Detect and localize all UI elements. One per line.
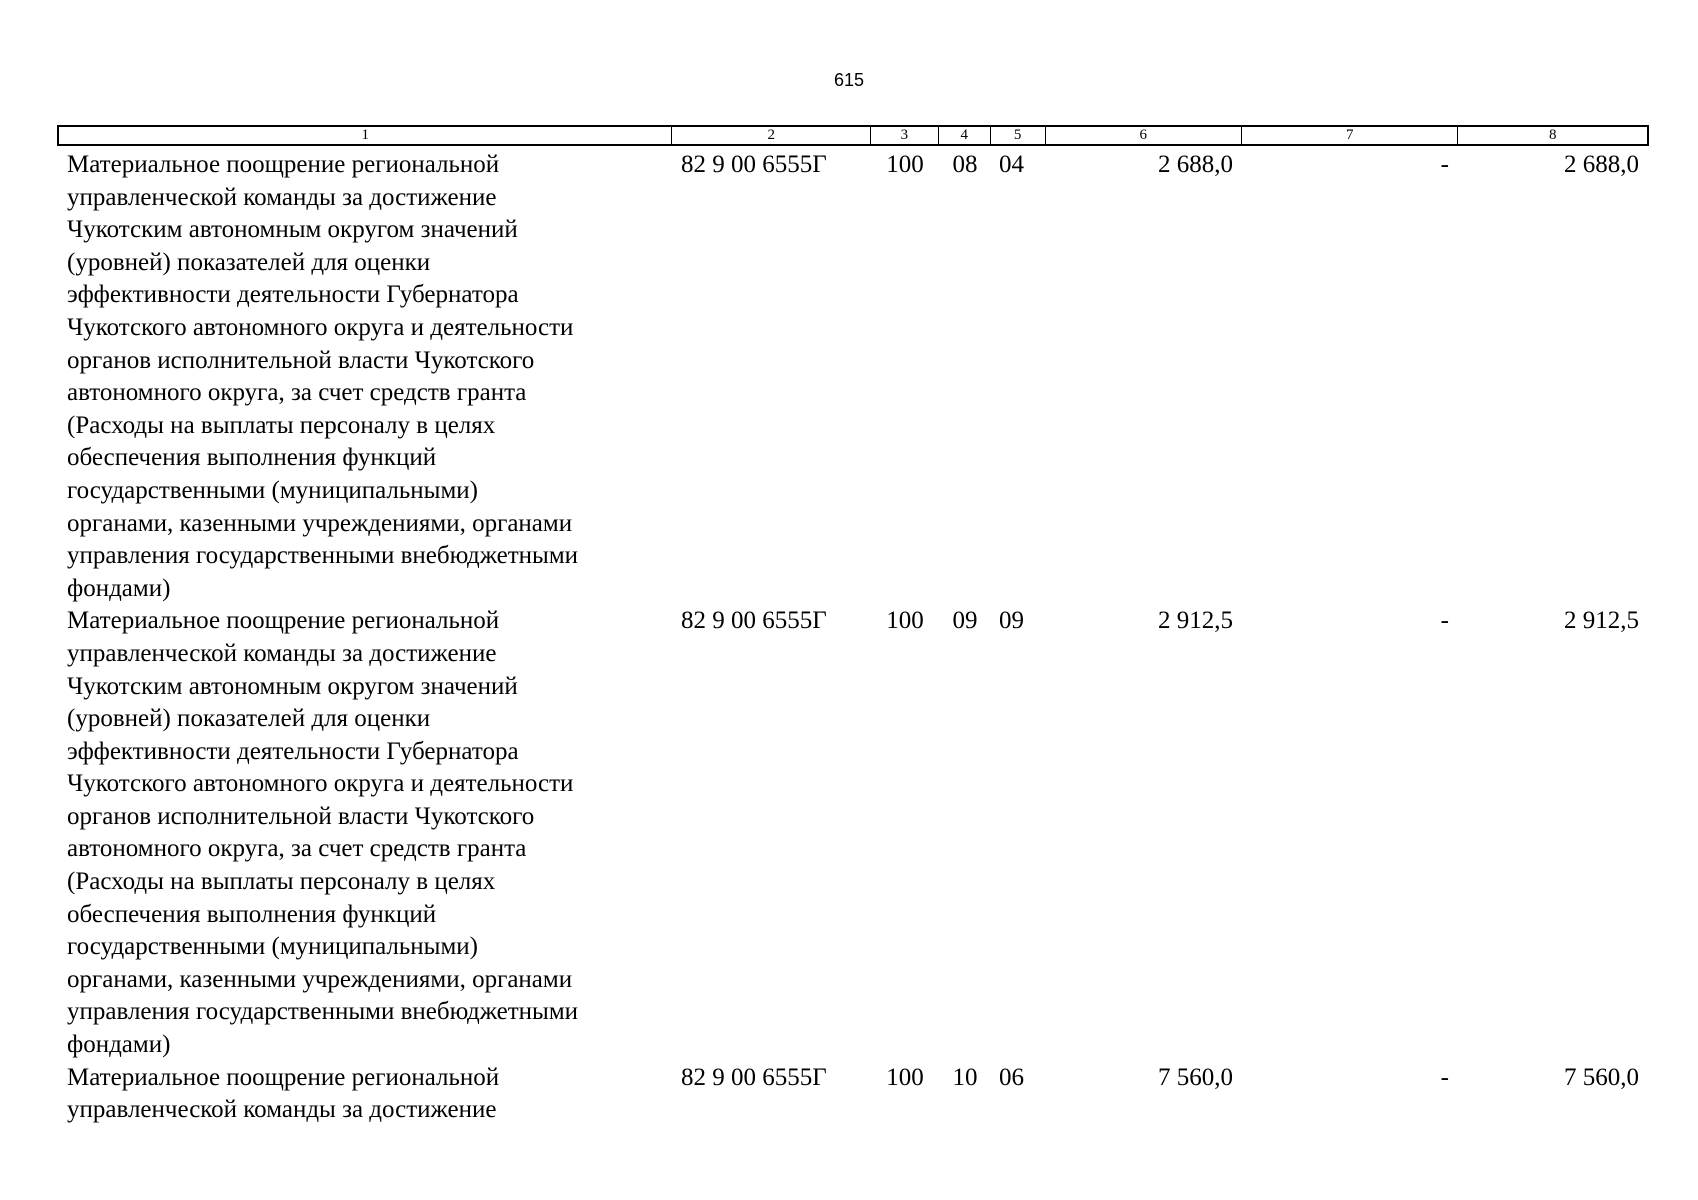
column-header-3: 3 [871, 127, 939, 144]
row-amount-col7: - [1440, 1063, 1449, 1091]
row-name: Материальное поощрение региональной управленческой команды за достижение Чукотским автономным округом значений (уровней) показателей для оценки эффективности деятельности Губернатора Чукотского автономного округа и деятельности органов исполнительной власти Чукотского автономного округа, за счет средств гранта (Расходы на выплаты персоналу в целях обеспечения выполнения функций государственными (муниципальными) органами, казенными учреждениями, органами управления государственными внебюджетными фондами) [67, 151, 579, 602]
column-header-8: 8 [1548, 127, 1557, 143]
column-header-2: 2 [672, 127, 871, 144]
row-amount-col6: 7 560,0 [1158, 1063, 1233, 1091]
column-header-6: 6 [1046, 127, 1243, 144]
budget-table-body [57, 149, 1649, 1127]
row-amount-col8: 7 560,0 [1564, 1063, 1639, 1091]
row-name: Материальное поощрение региональной управленческой команды за достижение Чукотским автономным округом значений (уровней) показателей для оценки эффективности деятельности Губернатора Чукотского автономного округа и деятельности органов исполнительной власти Чукотского автономного округа, за счет средств гранта (Расходы на выплаты персоналу в целях обеспечения выполнения функций государственными (муниципальными) органами, казенными учреждениями, органами управления государственными внебюджетными фондами) [67, 607, 579, 1059]
row-subsection: 06 [999, 1063, 1024, 1091]
row-expense-type: 100 [886, 1063, 924, 1091]
table-row [57, 1062, 1649, 1127]
row-amount-col7: - [1440, 607, 1449, 635]
page-number: 615 [833, 70, 865, 90]
table-row [57, 149, 1649, 605]
row-section: 08 [952, 151, 978, 178]
row-amount-col6: 2 912,5 [1158, 607, 1233, 635]
row-section: 10 [952, 1063, 978, 1091]
column-header-7: 7 [1242, 127, 1458, 144]
row-expense-type: 100 [886, 151, 924, 178]
row-name: Материальное поощрение региональной управленческой команды за достижение [67, 1063, 500, 1124]
row-target-code: 82 9 00 6555Г [681, 607, 827, 635]
row-section: 09 [952, 607, 978, 635]
row-amount-col6: 2 688,0 [1158, 151, 1233, 178]
column-header-1: 1 [59, 127, 672, 144]
table-row [57, 605, 1649, 1061]
row-expense-type: 100 [886, 607, 924, 635]
row-amount-col8: 2 688,0 [1564, 151, 1639, 178]
column-header-5: 5 [991, 127, 1046, 144]
row-amount-col8: 2 912,5 [1564, 607, 1639, 635]
row-target-code: 82 9 00 6555Г [681, 1063, 827, 1091]
column-number-header [57, 125, 1649, 146]
row-amount-col7: - [1440, 151, 1449, 178]
row-subsection: 04 [999, 151, 1024, 178]
row-target-code: 82 9 00 6555Г [681, 151, 827, 178]
row-subsection: 09 [999, 607, 1024, 635]
column-header-4: 4 [939, 127, 991, 144]
